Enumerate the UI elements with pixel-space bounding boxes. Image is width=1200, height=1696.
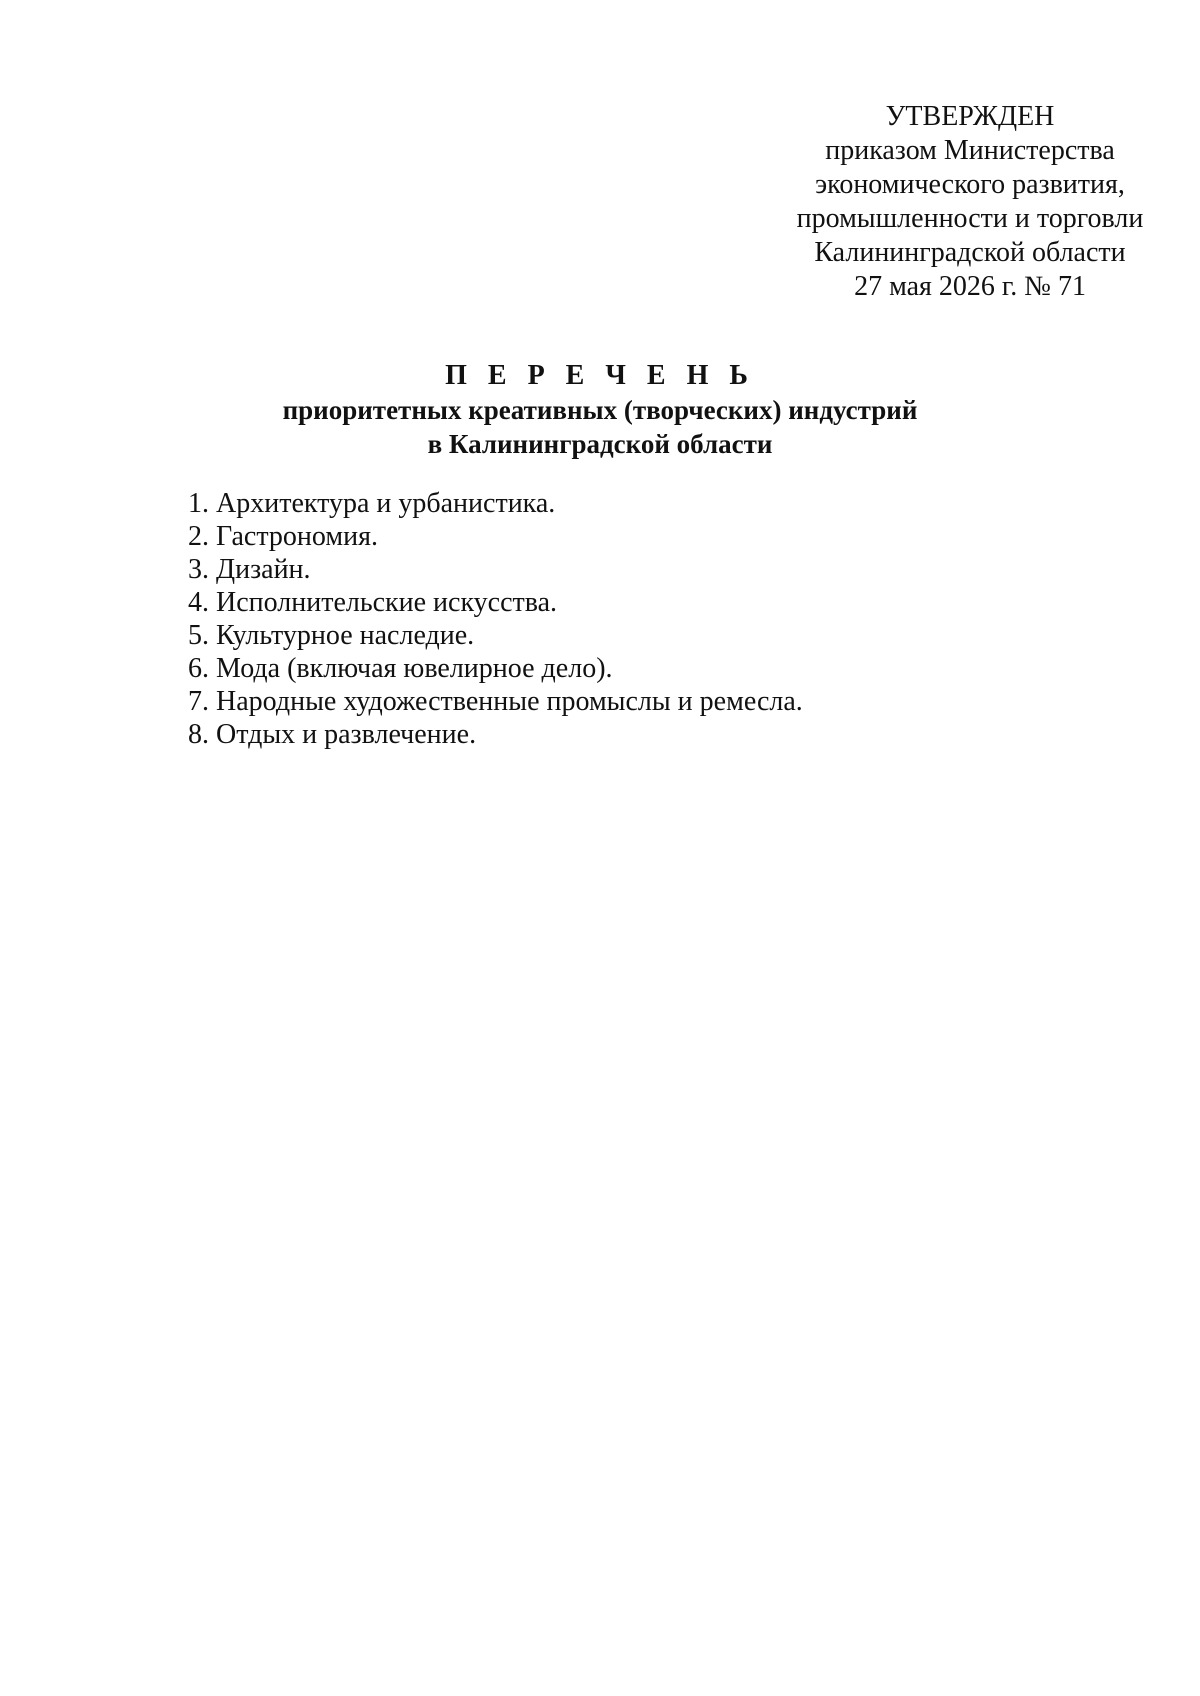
approval-line-region: Калининградской области [814,237,1126,268]
list-item: 7. Народные художественные промыслы и ремесла. [188,686,803,717]
document-subtitle-1: приоритетных креативных (творческих) индустрий [282,395,918,425]
list-item: 5. Культурное наследие. [188,620,475,651]
list-item: 6. Мода (включая ювелирное дело). [188,653,613,684]
approval-line-ministry-2: промышленности и торговли [796,203,1144,234]
approval-stamp-block [760,100,1180,304]
industry-list [188,487,803,751]
approval-line-order: приказом Министерства [825,135,1115,166]
list-item: 2. Гастрономия. [188,521,378,552]
list-item: 4. Исполнительские искусства. [188,587,558,618]
document-heading [0,359,1200,461]
list-item: 8. Отдых и развлечение. [188,719,477,750]
approval-line-approved: УТВЕРЖДЕН [885,101,1055,132]
approval-line-date-number: 27 мая 2026 г. № 71 [854,271,1086,302]
list-item: 3. Дизайн. [188,554,311,585]
document-subtitle-2: в Калининградской области [427,429,773,459]
document-title: П Е Р Е Ч Е Н Ь [445,360,755,391]
approval-line-ministry-1: экономического развития, [815,169,1125,200]
list-item: 1. Архитектура и урбанистика. [188,488,556,519]
